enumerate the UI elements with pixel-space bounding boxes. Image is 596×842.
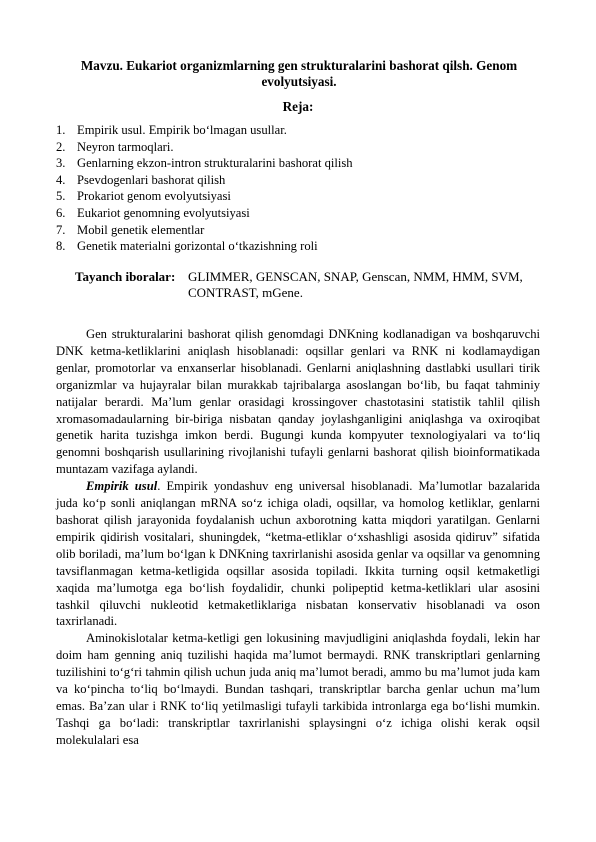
paragraph-lead-term: Empirik usul (86, 479, 158, 494)
plan-item-text: Psevdogenlari bashorat qilish (77, 172, 226, 187)
plan-item-number: 4. (56, 172, 66, 187)
plan-item-number: 6. (56, 205, 66, 220)
paragraph-empirical (56, 478, 540, 630)
plan-item (56, 172, 353, 189)
plan-item-number: 8. (56, 239, 66, 254)
plan-item (56, 139, 353, 156)
plan-item-number: 3. (56, 156, 66, 171)
body-text (56, 326, 540, 749)
plan-item-text: Neyron tarmoqlari. (77, 139, 174, 154)
plan-item-text: Mobil genetik elementlar (77, 222, 205, 237)
keywords-text: GLIMMER, GENSCAN, SNAP, Genscan, NMM, HMM, SVM, CONTRAST, mGene. (188, 269, 523, 300)
plan-item (56, 188, 353, 205)
plan-item-text: Prokariot genom evolyutsiyasi (77, 189, 231, 204)
plan-item-number: 2. (56, 139, 66, 154)
plan-item (56, 205, 353, 222)
plan-list (56, 122, 353, 255)
plan-item-number: 1. (56, 123, 66, 137)
paragraph-amino-acids: Aminokislotalar ketma-ketligi gen lokusining mavjudligini aniqlashda foydali, lekin har doim ham genning aniq tuzilishi haqida ma’lumot bermaydi. RNK transkriptlari genlarning tuzilishini to‘g‘ri tahmin qilish uchun juda aniq ma’lumot beradi, ammo bu ma’lumot juda kam va ko‘pincha to‘liq bo‘lmaydi. Bundan tashqari, transkriptlar barcha genlar uchun ma’lum emas. Ba’zan ular i RNK to‘liq yetilmasligi tufayli tarkibida intronlarga ega bo‘lishi mumkin. Tashqi ga bo‘ladi: transkriptlar taxrirlanishi splaysingni o‘z ichiga olishi kerak oqsil molekulalari esa (56, 631, 540, 747)
plan-item-number: 7. (56, 222, 66, 237)
plan-item-text: Genetik materialni gorizontal o‘tkazishning roli (77, 239, 318, 254)
plan-item-text: Empirik usul. Empirik bo‘lmagan usullar. (77, 123, 287, 137)
plan-item (56, 122, 353, 139)
plan-item (56, 238, 353, 255)
plan-item-text: Eukariot genomning evolyutsiyasi (77, 205, 250, 220)
plan-item (56, 222, 353, 239)
keywords-label: Tayanch iboralar: (75, 269, 176, 284)
plan-item-text: Genlarning ekzon-intron strukturalarini bashorat qilish (77, 156, 353, 171)
document-title: Mavzu. Eukariot organizmlarning gen strukturalarini bashorat qilsh. Genom evolyutsiyasi. (80, 58, 518, 89)
plan-heading: Reja: (282, 99, 314, 114)
plan-item (56, 155, 353, 172)
paragraph-empirical-text: . Empirik yondashuv eng universal hisoblanadi. Ma’lumotlar bazalarida juda ko‘p sonli aniqlangan mRNA so‘z ichiga oladi, oqsillar, va homolog ketliklar, genlarni bashorat qilish jarayonida foydalanish uchun axborotning katta miqdori yaratilgan. Genlarni empirik qidirish vositalari, shuningdek, “ketma-etliklar o‘xshashligi asosida qidiruv” sifatida olib boriladi, ma’lum bo‘lgan k DNKning taxrirlanishi asosida genlar va oqsillar va genomning tavsiflanmagan ketma-ketligida oqsillar asosida topiladi. Ikkita turning oqsil ketmaketligi xaqida ma’lumotga ega bo‘lish foydalidir, chunki polipeptid ketma-ketliklari ular asosini tashkil qiluvchi nukleotid ketmaketliklariga nisbatan konservativ hisoblanadi va oson taxrirlanadi. (56, 479, 540, 629)
plan-item-number: 5. (56, 189, 66, 204)
paragraph-intro: Gen strukturalarini bashorat qilish genomdagi DNKning kodlanadigan va boshqaruvchi DNK ketma-ketliklarini aniqlash hisoblanadi: oqsillar genlari va RNK ni kodlamaydigan genlar, promotorlar va enxanserlar hisoblanadi. Genlarni aniqlashning dastlabki usullari tirik organizmlar va hujayralar bilan murakkab tajribalarga asoslangan bo‘lib, bu faqat tahminiy natijalar berardi. Ma’lum genlar orasidagi krossingover chastotasini statistik tahlil qilish xromasomadaularning bir-biriga nisbatan qanday joylashganligini aniqlashga va oxiroqibat genetik harita tuzishga imkon berdi. Bugungi kunda kompyuter texnologiyalari va to‘liq genomni boshqarish usullarining rivojlanishi tufayli genlarni bashorat qilish bioinformatikada muntazam vazifaga aylandi. (56, 327, 540, 477)
